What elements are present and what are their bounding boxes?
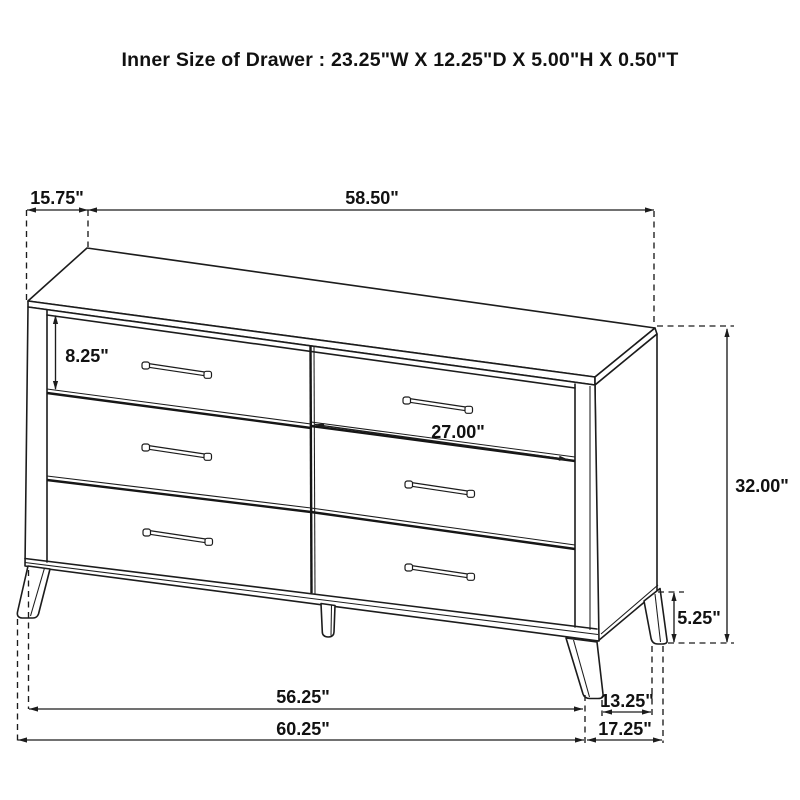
diagram-title: Inner Size of Drawer : 23.25"W X 12.25"D X 5.00"H X 0.50"T [121, 49, 679, 71]
dim-side-leg-span [600, 646, 654, 716]
center-front-leg-edge [331, 605, 332, 636]
dim-label-overall-height: 32.00" [735, 476, 789, 496]
dim-label-overall-depth: 17.25" [598, 719, 652, 739]
dim-overall-width [18, 619, 586, 743]
dim-label-overall-width: 60.25" [276, 719, 330, 739]
right-side-panel [595, 334, 660, 641]
dresser-body [25, 248, 660, 641]
front-left-leg [17, 566, 50, 618]
dim-label-front-leg-span: 56.25" [276, 687, 330, 707]
dim-label-side-leg-span: 13.25" [600, 691, 654, 711]
dim-label-drawer-height: 8.25" [65, 346, 109, 366]
dim-label-drawer-width: 27.00" [431, 422, 485, 442]
dim-label-top-width: 58.50" [345, 188, 399, 208]
center-front-leg [321, 604, 335, 638]
dim-overall-height [657, 326, 789, 643]
dim-leg-height [658, 592, 721, 643]
dim-label-top-depth: 15.75" [30, 188, 84, 208]
dim-label-leg-height: 5.25" [677, 608, 721, 628]
center-stile [311, 346, 312, 593]
front-right-leg [566, 638, 603, 699]
